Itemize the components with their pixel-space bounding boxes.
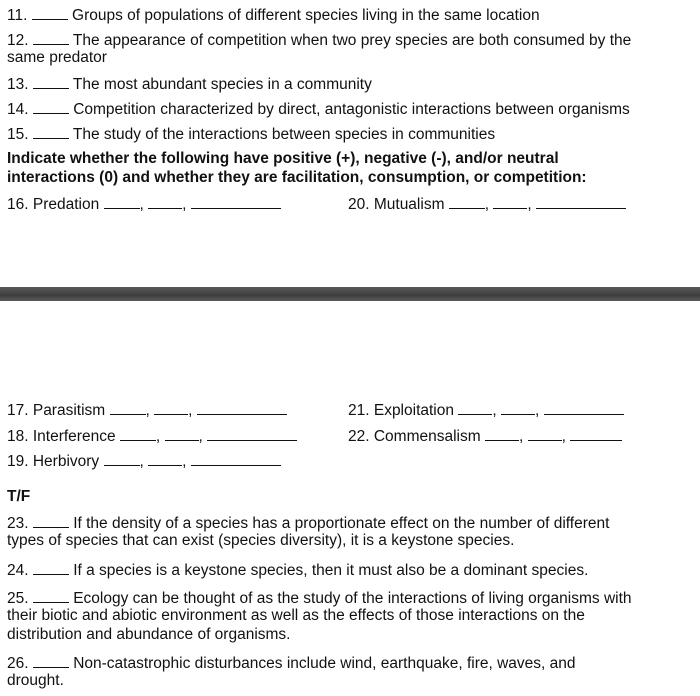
question-21: 21. Exploitation , , — [348, 399, 624, 420]
answer-blank[interactable] — [191, 450, 281, 466]
answer-blank[interactable] — [544, 399, 624, 415]
question-number: 11. — [7, 7, 28, 24]
question-label: 19. Herbivory — [7, 453, 100, 470]
question-label: 17. Parasitism — [7, 402, 106, 419]
question-19: 19. Herbivory , , — [7, 450, 281, 471]
question-13 — [7, 73, 372, 94]
question-number: 15. — [7, 126, 29, 143]
question-text: Non-catastrophic disturbances include wind, earthquake, fire, waves, and — [73, 655, 576, 672]
answer-blank[interactable] — [458, 399, 492, 415]
answer-blank[interactable] — [449, 193, 485, 209]
instructions-line-1: Indicate whether the following have positive (+), negative (-), and/or neutral — [7, 150, 559, 167]
question-23 — [7, 512, 609, 533]
question-20: 20. Mutualism , , — [348, 193, 626, 214]
answer-blank[interactable] — [148, 450, 182, 466]
question-26-continued: drought. — [7, 672, 64, 689]
instructions-line-2: interactions (0) and whether they are facilitation, consumption, or competition: — [7, 169, 587, 186]
answer-blank[interactable] — [33, 559, 69, 575]
answer-blank[interactable] — [33, 123, 69, 139]
question-label: 18. Interference — [7, 428, 116, 445]
answer-blank[interactable] — [154, 399, 188, 415]
question-24 — [7, 559, 588, 580]
answer-blank[interactable] — [191, 193, 281, 209]
answer-blank[interactable] — [33, 29, 69, 45]
answer-blank[interactable] — [528, 425, 562, 441]
question-number: 24. — [7, 562, 29, 579]
answer-blank[interactable] — [570, 425, 622, 441]
answer-blank[interactable] — [501, 399, 535, 415]
question-16: 16. Predation , , — [7, 193, 281, 214]
answer-blank[interactable] — [536, 193, 626, 209]
question-number: 13. — [7, 76, 29, 93]
question-text: The study of the interactions between species in communities — [72, 126, 496, 143]
answer-blank[interactable] — [197, 399, 287, 415]
question-25-continued-2: distribution and abundance of organisms. — [7, 626, 291, 643]
answer-blank[interactable] — [207, 425, 297, 441]
question-26 — [7, 652, 576, 673]
question-number: 25. — [7, 590, 29, 607]
question-12-continued: same predator — [7, 49, 107, 66]
question-25 — [7, 587, 632, 608]
answer-blank[interactable] — [32, 4, 68, 20]
answer-blank[interactable] — [165, 425, 199, 441]
question-label: 22. Commensalism — [348, 428, 481, 445]
question-label: 20. Mutualism — [348, 196, 445, 213]
answer-blank[interactable] — [33, 587, 69, 603]
answer-blank[interactable] — [485, 425, 519, 441]
answer-blank[interactable] — [33, 512, 69, 528]
answer-blank[interactable] — [104, 450, 140, 466]
question-number: 12. — [7, 32, 29, 49]
question-number: 14. — [7, 101, 29, 118]
answer-blank[interactable] — [148, 193, 182, 209]
question-text: If the density of a species has a proportionate effect on the number of different — [73, 515, 610, 532]
question-22: 22. Commensalism , , — [348, 425, 622, 446]
answer-blank[interactable] — [33, 98, 69, 114]
answer-blank[interactable] — [33, 652, 69, 668]
answer-blank[interactable] — [493, 193, 527, 209]
question-label: 21. Exploitation — [348, 402, 454, 419]
question-text: Competition characterized by direct, antagonistic interactions between organisms — [73, 101, 630, 118]
question-text: The most abundant species in a community — [72, 76, 372, 93]
question-number: 23. — [7, 515, 29, 532]
question-12 — [7, 29, 631, 50]
answer-blank[interactable] — [110, 399, 146, 415]
question-label: 16. Predation — [7, 196, 100, 213]
answer-blank[interactable] — [120, 425, 156, 441]
question-23-continued: types of species that can exist (species diversity), it is a keystone species. — [7, 532, 515, 549]
tf-heading: T/F — [7, 488, 31, 505]
question-17: 17. Parasitism , , — [7, 399, 287, 420]
question-text: If a species is a keystone species, then it must also be a dominant species. — [73, 562, 589, 579]
question-18: 18. Interference , , — [7, 425, 297, 446]
question-text: Ecology can be thought of as the study of the interactions of living organisms with — [73, 590, 632, 607]
question-text: The appearance of competition when two prey species are both consumed by the — [72, 32, 632, 49]
question-11 — [7, 4, 540, 25]
question-15 — [7, 123, 495, 144]
question-14 — [7, 98, 630, 119]
answer-blank[interactable] — [33, 73, 69, 89]
question-25-continued-1: their biotic and abiotic environment as well as the effects of those interactions on the — [7, 607, 585, 624]
page-divider — [0, 287, 700, 301]
question-text: Groups of populations of different species living in the same location — [72, 7, 540, 24]
question-number: 26. — [7, 655, 29, 672]
answer-blank[interactable] — [104, 193, 140, 209]
